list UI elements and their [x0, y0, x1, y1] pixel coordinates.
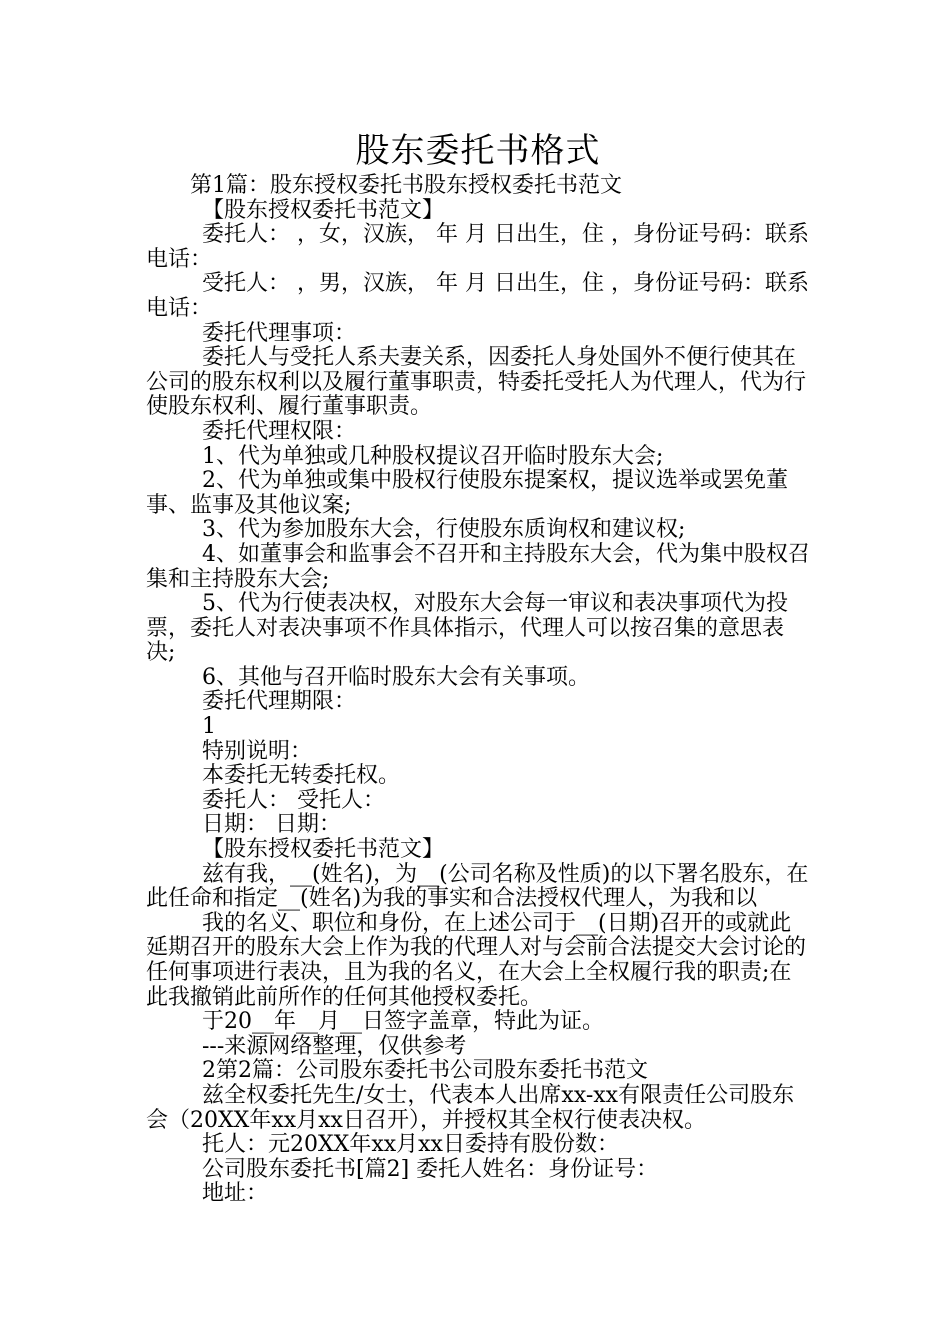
paragraph: 委托代理事项： — [202, 320, 357, 346]
paragraph: 日期： 日期： — [202, 812, 341, 838]
paragraph: 地址： — [202, 1181, 269, 1207]
paragraph: 【股东授权委托书范文】 — [202, 197, 445, 223]
paragraph: 受托人： ，男，汉族， 年 月 日出生，住 ，身份证号码：联系电话： — [146, 271, 809, 321]
paragraph: 委托人与受托人系夫妻关系，因委托人身处国外不便行使其在公司的股东权利以及履行董事职责，特委托受托人为代理人，代为行使股东权利、履行董事职责。 — [146, 345, 807, 420]
paragraph: 2、代为单独或集中股权行使股东提案权，提议选举或罢免董事、监事及其他议案; — [146, 468, 788, 518]
paragraph: 2第2篇：公司股东委托书公司股东委托书范文 — [202, 1058, 648, 1084]
document-title: 股东委托书格式 — [355, 131, 601, 171]
paragraph: 4、如董事会和监事会不召开和主持股东大会，代为集中股权召集和主持股东大会; — [146, 541, 810, 592]
paragraph: 5、代为行使表决权，对股东大会每一审议和表决事项代为投票，委托人对表决事项不作具体指示，代理人可以按召集的意思表决; — [146, 591, 788, 666]
paragraph: 公司股东委托书[篇2] 委托人姓名：身份证号： — [202, 1156, 659, 1182]
paragraph: 特别说明： — [202, 738, 313, 764]
paragraph: 【股东授权委托书范文】 — [202, 837, 445, 863]
paragraph: 委托人： ，女，汉族， 年 月 日出生，住 ，身份证号码：联系电话： — [146, 222, 809, 272]
paragraph: 兹全权委托先生/女士，代表本人出席xx-xx有限责任公司股东会（20XX年xx月xx日召开），并授权其全权行使表决权。 — [146, 1082, 795, 1133]
paragraph: 我的名义、职位和身份，在上述公司于__(日期)召开的或就此延期召开的股东大会上作为我的代理人对与会前合法提交大会讨论的任何事项进行表决，且为我的名义，在大会上全权履行我的职责;在此我撤销此前所作的任何其他授权委托。 — [146, 910, 807, 1010]
document-page — [146, 128, 810, 1207]
paragraph: 3、代为参加股东大会，行使股东质询权和建议权; — [202, 517, 686, 543]
paragraph: ---来源网络整理，仅供参考 — [202, 1033, 467, 1059]
paragraph: 第1篇：股东授权委托书股东授权委托书范文 — [190, 173, 622, 198]
document-body — [146, 174, 810, 1207]
paragraph: 委托人： 受托人： — [202, 787, 385, 813]
paragraph: 本委托无转委托权。 — [202, 763, 401, 789]
paragraph: 1 — [202, 714, 216, 740]
paragraph: 于20__年__月__日签字盖章，特此为证。 — [202, 1009, 604, 1035]
paragraph: 6、其他与召开临时股东大会有关事项。 — [202, 664, 590, 690]
paragraph: 1、代为单独或几种股权提议召开临时股东大会; — [202, 443, 664, 469]
paragraph: 委托代理期限： — [202, 689, 357, 715]
paragraph: 托人：元20XX年xx月xx日委持有股份数： — [202, 1132, 619, 1158]
paragraph: 委托代理权限： — [202, 418, 357, 444]
paragraph: 兹有我，__(姓名)，为__(公司名称及性质)的以下署名股东，在此任命和指定__(姓名)为我的事实和合法授权代理人，为我和以 — [146, 861, 809, 912]
